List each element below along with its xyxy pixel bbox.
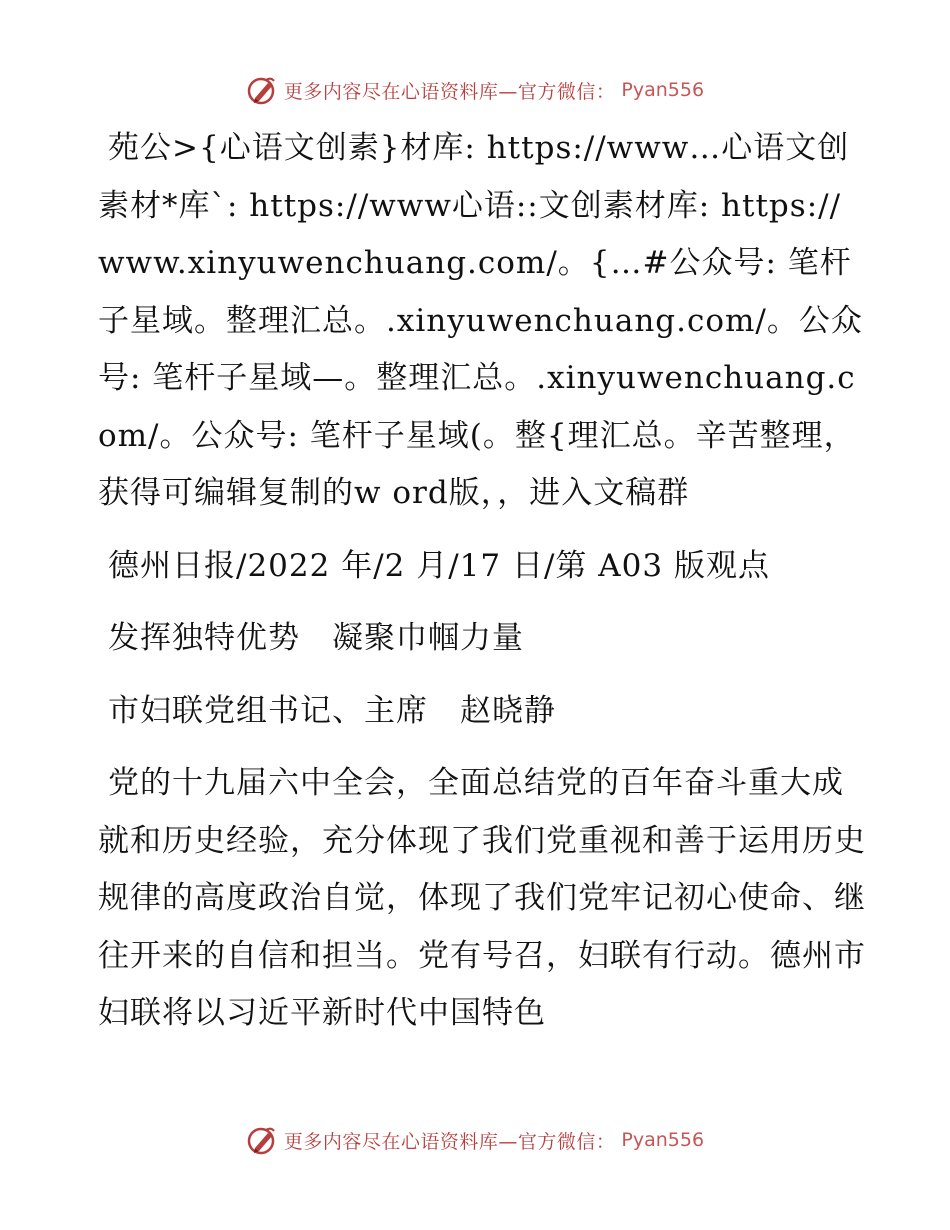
header-banner-wechat-id: Pyan556	[621, 79, 705, 101]
pen-logo-icon	[246, 1124, 278, 1156]
header-banner-text: 更多内容尽在心语资料库—官方微信：	[283, 80, 616, 103]
intro-paragraph: 苑公>{心语文创素}材库: https://www…心语文创素材*库`: https://www心语::文创素材库: https://www.xinyuwenchuang.com/。{…#公众号: 笔杆子星域。整理汇总。.xinyuwenchuang.com/。公众号: 笔杆子星域—。整理汇总。.xinyuwenchuang.com/。公众号: 笔杆子星域(。整{理汇总。辛苦整理，获得可编辑复制的w ord版，，进入文稿群	[98, 130, 863, 511]
body-paragraph: 党的十九届六中全会，全面总结党的百年奋斗重大成就和历史经验，充分体现了我们党重视和善于运用历史规律的高度政治自觉，体现了我们党牢记初心使命、继往开来的自信和担当。党有号召，妇联有行动。德州市妇联将以习近平新时代中国特色	[98, 765, 866, 1031]
footer-banner	[0, 1120, 950, 1160]
footer-banner-text: 更多内容尽在心语资料库—官方微信：	[283, 1130, 616, 1153]
article-title: 发挥独特优势 凝聚巾帼力量	[108, 620, 524, 656]
pen-logo-icon	[246, 74, 278, 106]
header-banner-inner	[246, 74, 704, 106]
document-body	[98, 120, 868, 1043]
header-banner	[0, 70, 950, 110]
source-line: 德州日报/2022 年/2 月/17 日/第 A03 版观点	[108, 547, 770, 584]
footer-banner-wechat-id: Pyan556	[621, 1129, 705, 1151]
footer-banner-inner	[246, 1124, 704, 1156]
author-line: 市妇联党组书记、主席 赵晓静	[108, 692, 556, 729]
